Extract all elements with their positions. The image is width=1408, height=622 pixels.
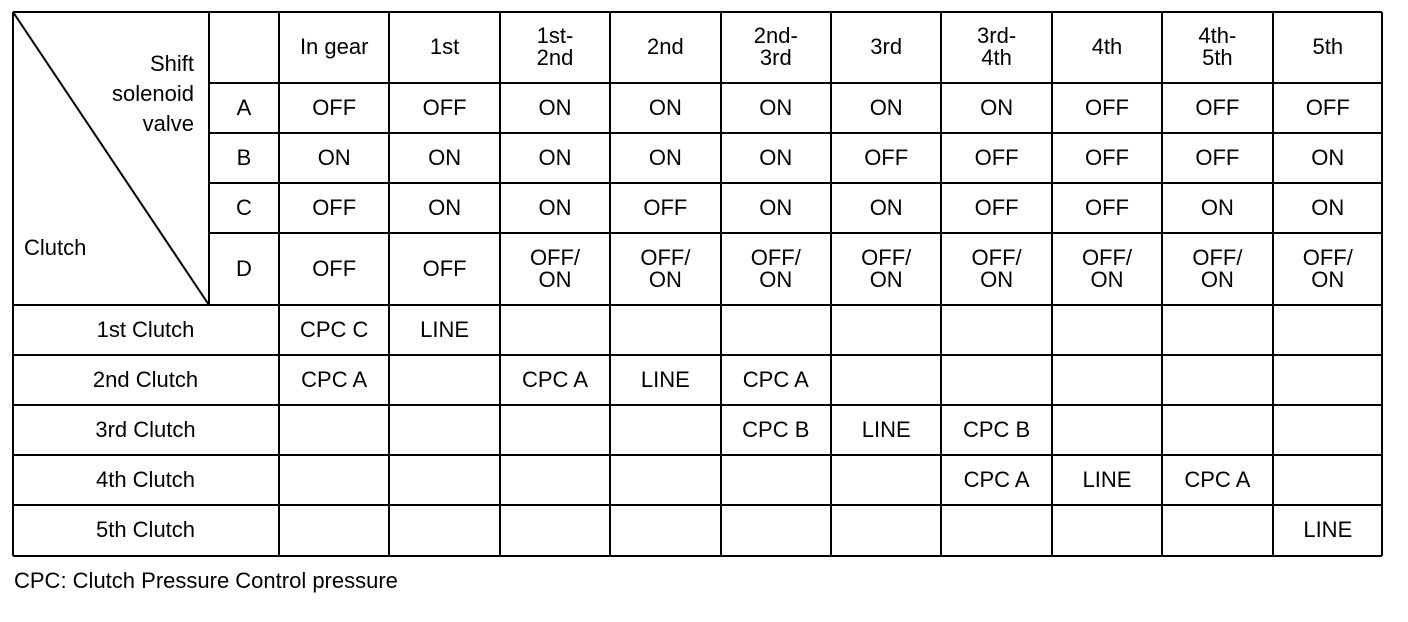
solenoid-state-cell: ON (538, 195, 572, 220)
solenoid-state-cell: ON (538, 95, 572, 120)
column-header: 1st- 2nd (536, 23, 574, 70)
solenoid-state-cell: OFF (312, 95, 357, 120)
clutch-label: 4th Clutch (95, 467, 196, 492)
solenoid-state-cell: ON (759, 95, 793, 120)
column-header: 4th (1091, 34, 1123, 59)
solenoid-state-cell: ON (428, 145, 462, 170)
solenoid-state-cell: OFF/ ON (1081, 245, 1133, 292)
solenoid-state-cell: OFF/ ON (1192, 245, 1243, 292)
clutch-pressure-cell: CPC A (963, 467, 1030, 492)
clutch-pressure-cell: LINE (1082, 467, 1132, 492)
column-header: 2nd- 3rd (753, 23, 798, 70)
column-header: 5th (1312, 34, 1344, 59)
solenoid-state-cell: OFF (422, 95, 467, 120)
solenoid-state-cell: ON (648, 95, 682, 120)
column-header: 3rd (870, 34, 903, 59)
footnote: CPC: Clutch Pressure Control pressure (14, 568, 398, 593)
solenoid-state-cell: OFF (1084, 195, 1129, 220)
solenoid-state-cell: OFF/ ON (861, 245, 912, 292)
clutch-pressure-cell: LINE (1303, 517, 1353, 542)
column-header: 2nd (647, 34, 684, 59)
solenoid-state-cell: ON (1200, 195, 1234, 220)
clutch-pressure-cell: LINE (640, 367, 690, 392)
clutch-label: 3rd Clutch (95, 417, 196, 442)
solenoid-state-cell: OFF/ ON (640, 245, 691, 292)
solenoid-state-cell: ON (869, 195, 903, 220)
solenoid-state-cell: OFF (643, 195, 688, 220)
clutch-pressure-cell: CPC A (742, 367, 809, 392)
solenoid-state-cell: OFF (974, 195, 1019, 220)
clutch-pressure-cell: CPC B (962, 417, 1031, 442)
clutch-label: 2nd Clutch (92, 367, 199, 392)
solenoid-state-cell: OFF (312, 256, 357, 281)
solenoid-state-cell: OFF (312, 195, 357, 220)
clutch-pressure-cell: CPC B (742, 417, 810, 442)
solenoid-state-cell: OFF/ ON (750, 245, 801, 292)
clutch-label: 1st Clutch (96, 317, 195, 342)
shift-solenoid-clutch-table (12, 11, 1383, 557)
clutch-pressure-cell: CPC C (299, 317, 369, 342)
solenoid-state-cell: OFF (422, 256, 467, 281)
column-header: 4th- 5th (1198, 23, 1237, 70)
solenoid-state-cell: OFF (864, 145, 909, 170)
solenoid-state-cell: OFF/ ON (1302, 245, 1353, 292)
solenoid-label: A (236, 95, 252, 120)
solenoid-state-cell: OFF (1084, 145, 1129, 170)
clutch-label: 5th Clutch (95, 517, 196, 542)
solenoid-label: D (236, 256, 252, 281)
solenoid-state-cell: ON (980, 95, 1014, 120)
clutch-pressure-cell: LINE (420, 317, 470, 342)
solenoid-state-cell: OFF/ ON (529, 245, 581, 292)
clutch-pressure-cell: CPC A (301, 367, 368, 392)
solenoid-state-cell: OFF (1195, 95, 1240, 120)
column-header: In gear (299, 34, 369, 59)
solenoid-state-cell: OFF (1084, 95, 1129, 120)
solenoid-state-cell: ON (869, 95, 903, 120)
clutch-pressure-cell: LINE (861, 417, 911, 442)
solenoid-state-cell: ON (648, 145, 682, 170)
solenoid-state-cell: ON (759, 195, 793, 220)
solenoid-state-cell: OFF/ ON (971, 245, 1022, 292)
corner-top-label: Shift solenoid valve (112, 51, 194, 136)
solenoid-label: C (236, 195, 252, 220)
solenoid-state-cell: ON (428, 195, 462, 220)
solenoid-state-cell: ON (1311, 145, 1345, 170)
solenoid-state-cell: OFF (1305, 95, 1350, 120)
clutch-pressure-cell: CPC A (521, 367, 588, 392)
column-header: 3rd- 4th (977, 23, 1017, 70)
solenoid-state-cell: ON (538, 145, 572, 170)
corner-bottom-label: Clutch (24, 235, 87, 260)
solenoid-state-cell: ON (317, 145, 351, 170)
solenoid-state-cell: ON (759, 145, 793, 170)
solenoid-state-cell: OFF (1195, 145, 1240, 170)
solenoid-state-cell: ON (1311, 195, 1345, 220)
solenoid-label: B (236, 145, 252, 170)
solenoid-state-cell: OFF (974, 145, 1019, 170)
column-header: 1st (429, 34, 460, 59)
clutch-pressure-cell: CPC A (1184, 467, 1251, 492)
